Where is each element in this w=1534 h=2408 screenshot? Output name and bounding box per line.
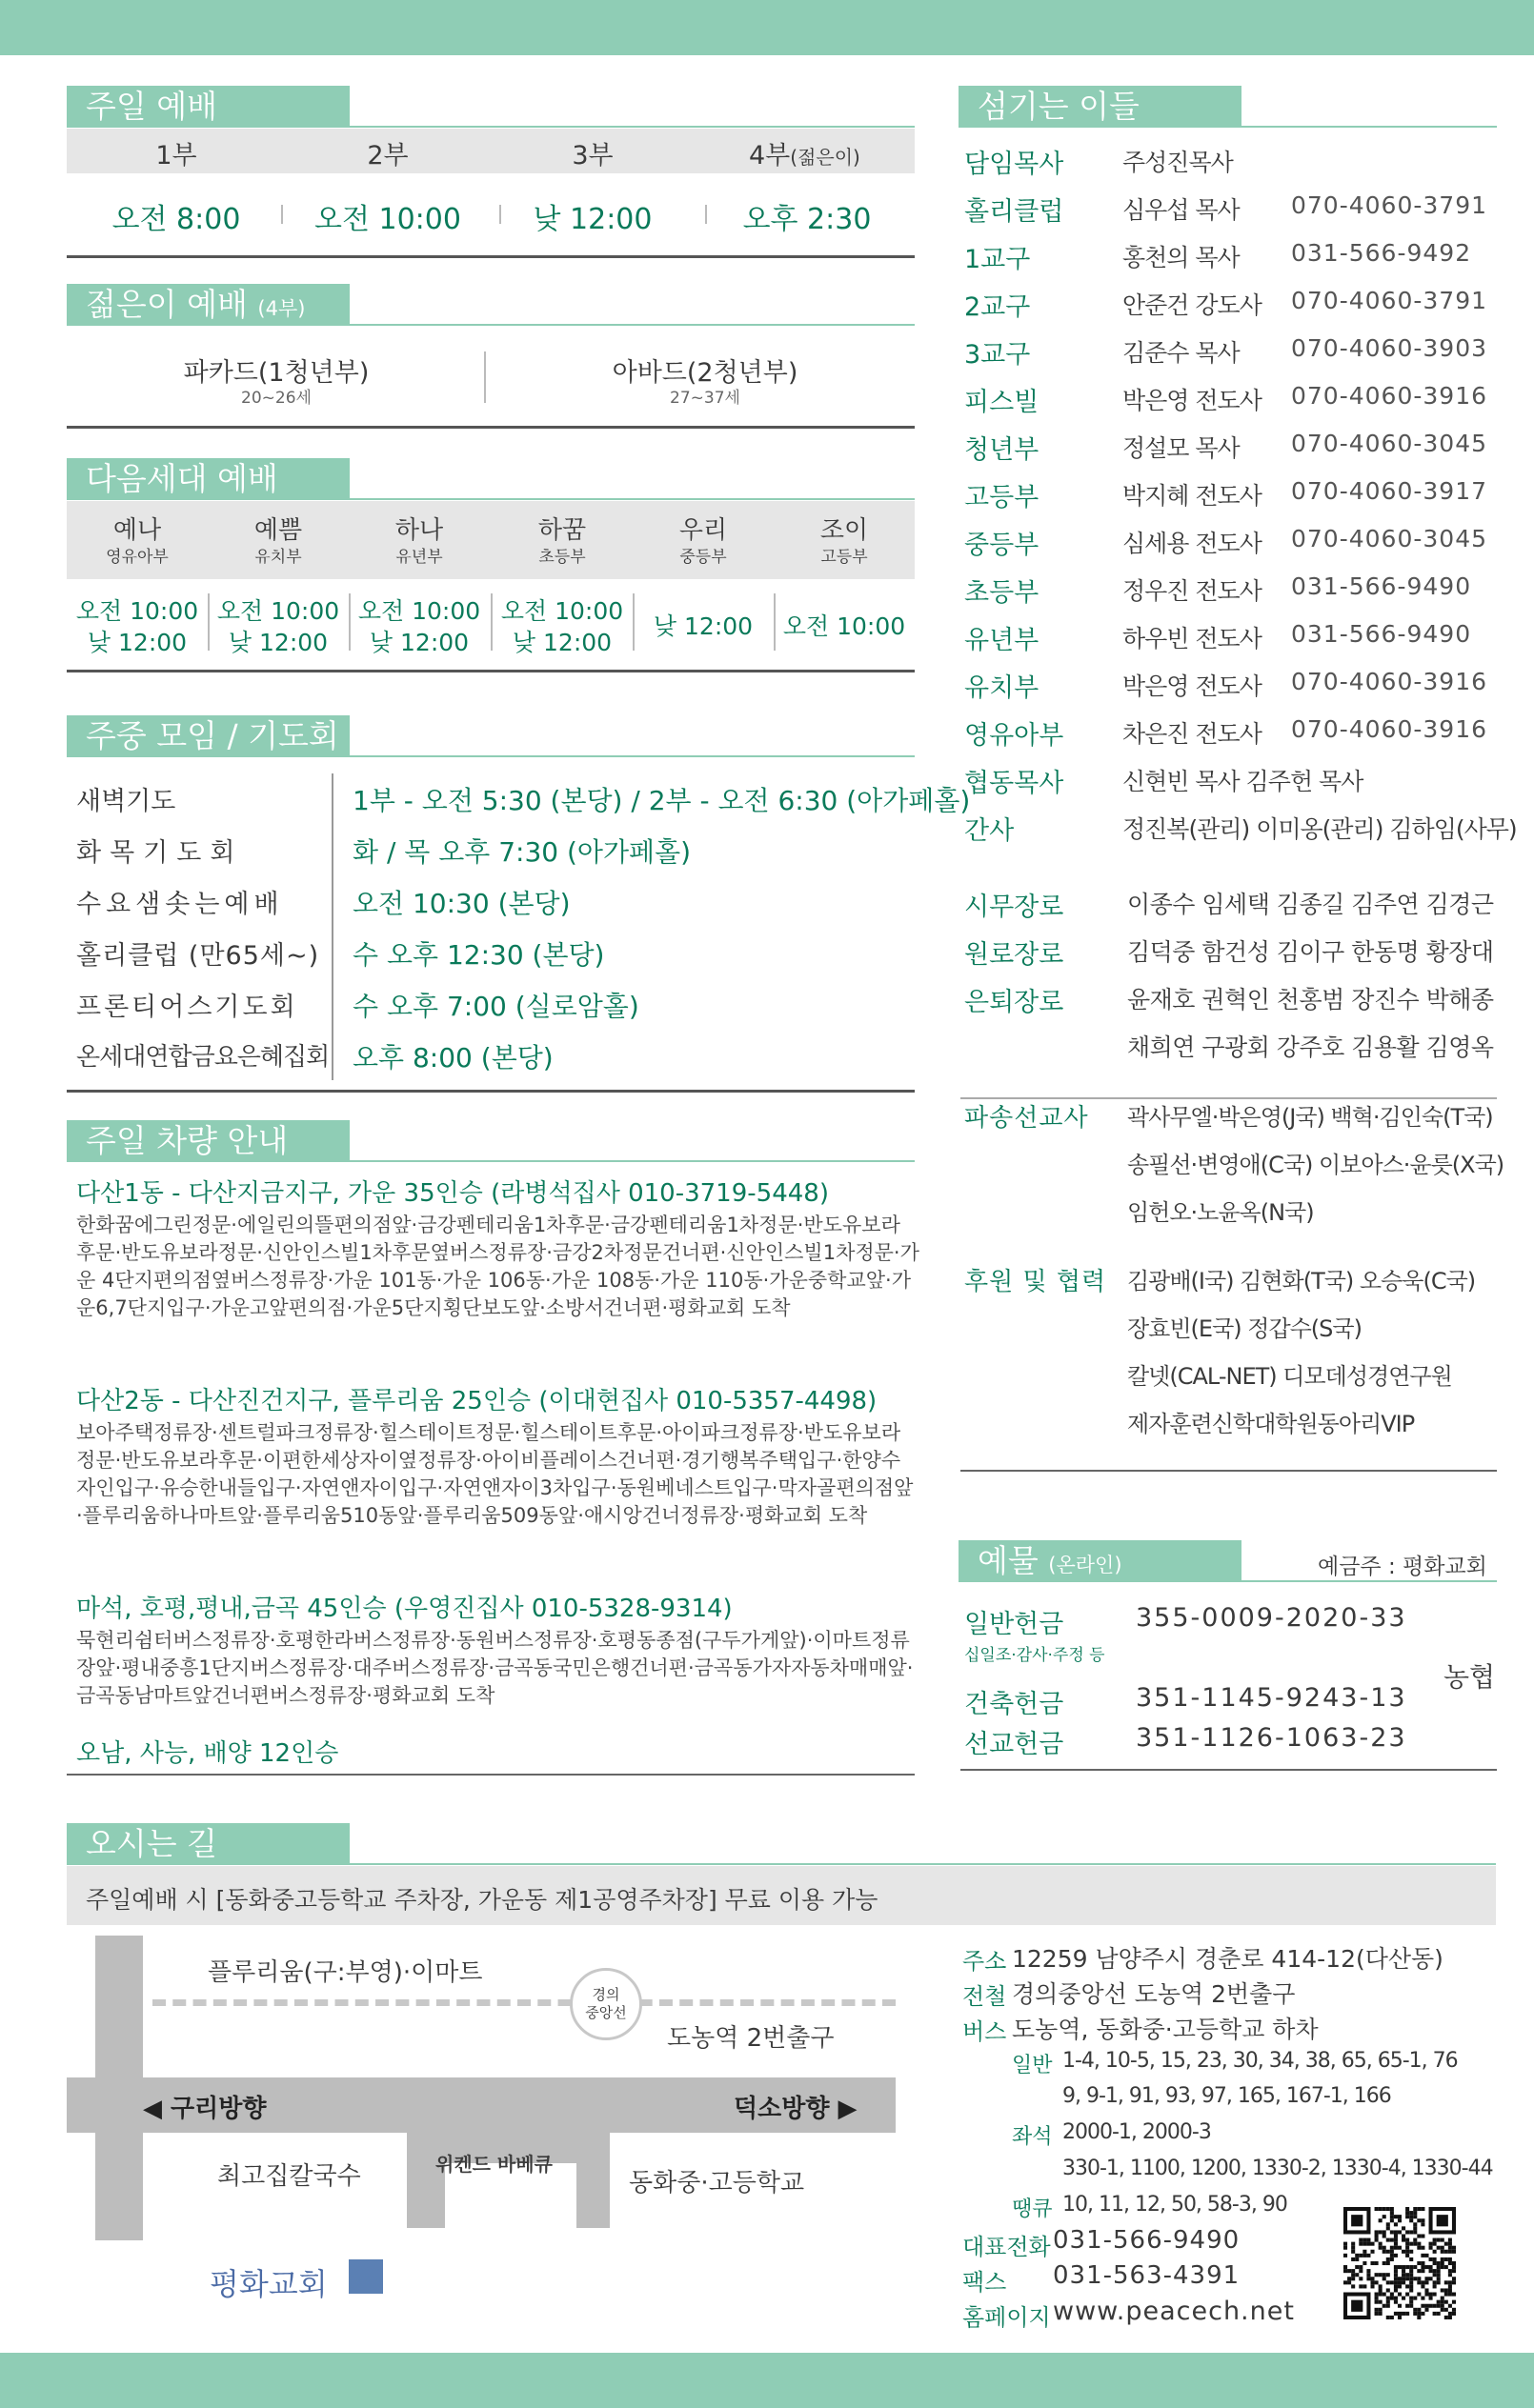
vehicle-header: 주일 차량 안내 — [67, 1120, 350, 1162]
midweek-row-6-time: 오후 8:00 (본당) — [353, 1042, 554, 1074]
offering-bank: 농협 — [1443, 1661, 1496, 1693]
divider — [281, 205, 283, 224]
map-label-bbq: 위켄드 바베큐 — [435, 2153, 553, 2176]
qr-code-icon[interactable] — [1343, 2207, 1456, 2319]
map-label-guri: ◀ 구리방향 — [143, 2095, 267, 2123]
offering-acct-2-number: 351-1145-9243-13 — [1136, 1683, 1407, 1713]
route-2-title: 다산2동 - 다산진건지구, 플루리움 25인승 (이대현집사 010-5357-4498) — [76, 1387, 878, 1415]
servants-header: 섬기는 이들 — [959, 86, 1241, 128]
servants-header-line — [1241, 126, 1497, 128]
staff-role: 협동목사 — [964, 769, 1064, 798]
parking-note: 주일예배 시 [동화중고등학교 주차장, 가운동 제1공영주차장] 무료 이용 가능 — [86, 1886, 878, 1914]
next-g3-time1: 오전 10:00 — [357, 597, 481, 625]
elder-role: 원로장로 — [964, 940, 1064, 970]
next-g2-name: 예쁨 — [253, 516, 303, 545]
next-g4-time1: 오전 10:00 — [500, 597, 624, 625]
sunday-col-4-time: 오후 2:30 — [742, 203, 872, 236]
next-g2-time1: 오전 10:00 — [216, 597, 340, 625]
bus-thanks-line1: 10, 11, 12, 50, 58-3, 90 — [1062, 2193, 1287, 2217]
divider — [491, 593, 493, 651]
staff-phone: 070-4060-3791 — [1291, 191, 1488, 219]
staff-role: 피스빌 — [964, 388, 1039, 417]
sunday-col-3-time: 낮 12:00 — [533, 203, 653, 236]
staff-name: 정우진 전도사 — [1122, 577, 1262, 605]
staff-role: 간사 — [964, 816, 1015, 846]
staff-role: 중등부 — [964, 531, 1039, 560]
tel-label: 대표전화 — [962, 2234, 1051, 2260]
staff-role: 청년부 — [964, 435, 1039, 465]
midweek-row-6-name: 온세대연합금요은혜집회 — [76, 1043, 330, 1072]
map-label-plurium: 플루리움(구:부영)·이마트 — [208, 1958, 483, 1987]
divider — [484, 351, 486, 403]
sunday-col-2-time: 오전 10:00 — [314, 203, 461, 236]
staff-name: 김준수 목사 — [1122, 339, 1240, 367]
mission-names: 칼넷(CAL-NET) 디모데성경연구원 — [1127, 1363, 1452, 1390]
offering-acct-3-number: 351-1126-1063-23 — [1136, 1723, 1407, 1753]
offering-header-text: 예물 — [978, 1542, 1039, 1579]
route-3-stops: 묵현리쉼터버스정류장·호평한라버스정류장·동원버스정류장·호평동종점(구두가게앞)·이마트정류장앞·평내중흥1단지버스정류장·대주버스정류장·금곡동국민은행건너편·금곡동가자자동차매매앞·금곡동남마트앞건너편버스정류장·평화교회 도착 — [76, 1629, 914, 1707]
fax-number: 031-563-4391 — [1053, 2261, 1241, 2290]
young-header-note: (4부) — [257, 297, 306, 320]
map-label-kalguksu: 최고집칼국수 — [217, 2162, 361, 2191]
staff-phone: 031-566-9490 — [1291, 572, 1472, 600]
staff-name: 하우빈 전도사 — [1122, 625, 1262, 652]
staff-phone: 070-4060-3917 — [1291, 477, 1488, 505]
route-2-stops: 보아주택정류장·센트럴파크정류장·힐스테이트정문·힐스테이트후문·아이파크정류장·반도유보라정문·반도유보라후문·이편한세상자이옆정류장·아이비플레이스건너편·경기행복주택입구·한양수자인입구·유승한내들입구·자연앤자이입구·자연앤자이3차입구·동원베네스트입구·막자골편의점앞·플루리움하나마트앞·플루리움510동앞·플루리움509동앞·애시앙건너정류장·평화교회 도착 — [76, 1421, 914, 1527]
next-g5-name: 우리 — [678, 516, 728, 545]
station-badge: 경의 중앙선 — [570, 1968, 642, 2040]
divider — [499, 205, 501, 224]
staff-name: 차은진 전도사 — [1122, 720, 1262, 748]
divider — [67, 1090, 915, 1093]
sunday-col-1-time: 오전 8:00 — [111, 203, 241, 236]
young-header — [67, 284, 350, 326]
staff-name: 박지혜 전도사 — [1122, 482, 1262, 510]
midweek-row-5-time: 수 오후 7:00 (실로암홀) — [353, 991, 639, 1022]
offering-header-note: (온라인) — [1048, 1554, 1122, 1576]
midweek-row-1-time: 1부 - 오전 5:30 (본당) / 2부 - 오전 6:30 (아가페홀) — [353, 785, 971, 816]
elder-names: 윤재호 권혁인 천홍범 장진수 박해종 — [1127, 986, 1494, 1013]
map-label-church: 평화교회 — [210, 2266, 328, 2302]
divider — [67, 1774, 915, 1776]
divider — [960, 1470, 1497, 1472]
midweek-row-5-name: 프론티어스기도회 — [76, 993, 298, 1022]
elder-role: 시무장로 — [964, 893, 1064, 922]
staff-role: 영유아부 — [964, 721, 1064, 751]
staff-name: 심우섭 목사 — [1122, 196, 1240, 224]
address-text: 12259 남양주시 경춘로 414-12(다산동) — [1012, 1945, 1443, 1973]
young-group-2-age: 27~37세 — [670, 389, 740, 408]
bus-regular-line2: 9, 9-1, 91, 93, 97, 165, 167-1, 166 — [1062, 2084, 1391, 2108]
young-header-line — [350, 324, 915, 326]
sunday-col-4-note: (젊은이) — [790, 146, 860, 169]
divider — [705, 205, 707, 224]
tel-number: 031-566-9490 — [1053, 2226, 1241, 2255]
mission-names: 김광배(I국) 김현화(T국) 오승욱(C국) — [1127, 1268, 1476, 1294]
bus-thanks-label: 땡큐 — [1012, 2197, 1053, 2221]
web-label: 홈페이지 — [962, 2304, 1051, 2331]
divider — [67, 426, 915, 429]
offering-acct-1-name: 일반헌금 — [964, 1610, 1064, 1639]
elder-names: 이종수 임세택 김종길 김주연 김경근 — [1127, 891, 1494, 918]
mission-names: 임헌오·노윤옥(N국) — [1127, 1199, 1314, 1226]
staff-name: 정설모 목사 — [1122, 434, 1240, 462]
staff-name: 신현빈 목사 김주헌 목사 — [1122, 768, 1363, 795]
staff-role: 1교구 — [964, 245, 1031, 274]
staff-phone: 070-4060-3903 — [1291, 334, 1488, 362]
young-group-1-name: 파카드(1청년부) — [183, 358, 370, 388]
next-g4-dept: 초등부 — [538, 548, 586, 567]
staff-role: 고등부 — [964, 483, 1039, 512]
directions-header-line — [350, 1863, 1496, 1865]
bus-text: 도농역, 동화중·고등학교 하차 — [1012, 2016, 1319, 2043]
address-label: 주소 — [962, 1948, 1007, 1975]
staff-name: 박은영 전도사 — [1122, 387, 1262, 414]
offering-acct-3-name: 선교헌금 — [964, 1730, 1064, 1759]
staff-name: 홍천의 목사 — [1122, 244, 1240, 271]
staff-role: 유년부 — [964, 626, 1039, 655]
midweek-row-3-time: 오전 10:30 (본당) — [353, 888, 571, 919]
route-1-stops: 한화꿈에그린정문·에일린의뜰편의점앞·금강펜테리움1차후문·금강펜테리움1차정문·반도유보라후문·반도유보라정문·신안인스빌1차후문옆버스정류장·금강2차정문건너편·신안인스빌1차정문·가운 4단지편의점옆버스정류장·가운 101동·가운 106동·가운 108동·가운 110동·가운중학교앞·가운6,7단지입구·가운고앞편의점·가운5단지횡단보도앞·소방서건너편·평화교회 도착 — [76, 1214, 919, 1319]
next-g1-time1: 오전 10:00 — [75, 597, 199, 625]
midweek-row-1-name: 새벽기도 — [76, 787, 176, 816]
bus-seat-line1: 2000-1, 2000-3 — [1062, 2120, 1211, 2144]
staff-name: 주성진목사 — [1122, 149, 1233, 176]
next-g6-time1: 오전 10:00 — [782, 612, 906, 640]
young-group-2-name: 아바드(2청년부) — [612, 358, 798, 388]
staff-phone: 070-4060-3791 — [1291, 287, 1488, 314]
vehicle-header-line — [350, 1160, 915, 1162]
offering-header — [959, 1540, 1241, 1582]
subway-text: 경의중앙선 도농역 2번출구 — [1012, 1980, 1296, 2008]
route-4-title: 오남, 사능, 배양 12인승 — [76, 1739, 339, 1768]
sunday-col-4-label — [749, 134, 860, 171]
bus-regular-line1: 1-4, 10-5, 15, 23, 30, 34, 38, 65, 65-1, 76 — [1062, 2049, 1458, 2073]
midweek-row-4-name: 홀리클럽 (만65세~) — [76, 941, 320, 971]
bus-seat-label: 좌석 — [1012, 2125, 1053, 2149]
next-g6-name: 조이 — [819, 516, 869, 545]
elder-names: 김덕중 함건성 김이구 한동명 황장대 — [1127, 938, 1494, 966]
directions-header: 오시는 길 — [67, 1823, 350, 1865]
staff-phone: 031-566-9492 — [1291, 239, 1472, 267]
bus-label: 버스 — [962, 2018, 1007, 2045]
next-g2-time2: 낮 12:00 — [228, 629, 329, 656]
sunday-col-3-label: 3부 — [572, 141, 614, 171]
midweek-header: 주중 모임 / 기도회 — [67, 715, 350, 757]
staff-phone: 070-4060-3045 — [1291, 525, 1488, 552]
elder-names: 채희연 구광회 강주호 김용활 김영옥 — [1127, 1033, 1494, 1061]
staff-role: 담임목사 — [964, 150, 1064, 179]
mission-names: 송필선·변영애(C국) 이보아스·윤릇(X국) — [1127, 1152, 1504, 1178]
route-1-title: 다산1동 - 다산지금지구, 가운 35인승 (라병석집사 010-3719-5448) — [76, 1179, 829, 1208]
staff-phone: 070-4060-3916 — [1291, 382, 1488, 410]
divider — [960, 1769, 1497, 1771]
young-header-text: 젊은이 예배 — [86, 286, 248, 323]
next-g5-dept: 중등부 — [679, 548, 727, 567]
staff-phone: 070-4060-3916 — [1291, 715, 1488, 743]
staff-role: 홀리클럽 — [964, 197, 1064, 227]
elder-role: 은퇴장로 — [964, 988, 1064, 1017]
midweek-row-2-time: 화 / 목 오후 7:30 (아가페홀) — [353, 836, 692, 868]
mission-role: 후원 및 협력 — [964, 1268, 1107, 1296]
next-g4-name: 하꿈 — [537, 516, 587, 545]
mission-names: 장효빈(E국) 정갑수(S국) — [1127, 1315, 1362, 1342]
next-g2-dept: 유치부 — [254, 548, 302, 567]
midweek-row-2-name: 화목기도회 — [76, 838, 244, 868]
map-label-school: 동화중·고등학교 — [629, 2169, 805, 2197]
offering-holder: 예금주 : 평화교회 — [1318, 1555, 1487, 1579]
next-g3-dept: 유년부 — [395, 548, 443, 567]
midweek-row-3-name: 수요샘솟는예배 — [76, 890, 284, 919]
next-g5-time1: 낮 12:00 — [653, 612, 754, 640]
staff-role: 유치부 — [964, 673, 1039, 703]
next-g4-time2: 낮 12:00 — [512, 629, 613, 656]
divider — [67, 670, 915, 672]
staff-phone: 031-566-9490 — [1291, 620, 1472, 648]
staff-name: 박은영 전도사 — [1122, 672, 1262, 700]
divider — [332, 773, 333, 1080]
next-g3-time2: 낮 12:00 — [369, 629, 470, 656]
railway-line — [152, 1999, 896, 2006]
staff-name: 안준건 강도사 — [1122, 291, 1262, 319]
next-g1-time2: 낮 12:00 — [87, 629, 188, 656]
divider — [67, 255, 915, 258]
staff-role: 3교구 — [964, 340, 1031, 370]
midweek-row-4-time: 수 오후 12:30 (본당) — [353, 939, 605, 971]
staff-phone: 070-4060-3916 — [1291, 668, 1488, 695]
divider — [633, 593, 635, 651]
offering-acct-1-number: 355-0009-2020-33 — [1136, 1603, 1407, 1633]
route-3-title: 마석, 호평,평내,금곡 45인승 (우영진집사 010-5328-9314) — [76, 1595, 733, 1623]
next-g3-name: 하나 — [394, 516, 444, 545]
offering-acct-1-sub: 십일조·감사·주정 등 — [964, 1646, 1105, 1665]
midweek-header-line — [350, 755, 915, 757]
divider — [774, 593, 776, 651]
staff-role: 2교구 — [964, 292, 1031, 322]
staff-role: 초등부 — [964, 578, 1039, 608]
mission-names: 제자훈련신학대학원동아리VIP — [1127, 1411, 1415, 1437]
next-g6-dept: 고등부 — [820, 548, 868, 567]
staff-name: 정진복(관리) 이미옹(관리) 김하임(사무) — [1122, 815, 1517, 843]
church-marker — [349, 2259, 383, 2294]
divider — [349, 593, 351, 651]
staff-name: 심세용 전도사 — [1122, 530, 1262, 557]
divider — [208, 593, 210, 651]
next-header: 다음세대 예배 — [67, 458, 350, 500]
fax-label: 팩스 — [962, 2269, 1007, 2296]
next-header-line — [350, 498, 915, 500]
sunday-col-4-text: 4부 — [749, 141, 791, 171]
road — [576, 2133, 610, 2228]
young-group-1-age: 20~26세 — [241, 389, 312, 408]
staff-phone: 070-4060-3045 — [1291, 430, 1488, 457]
sunday-col-2-label: 2부 — [367, 141, 409, 171]
mission-names: 곽사무엘·박은영(J국) 백혁·김인숙(T국) — [1127, 1104, 1493, 1131]
mission-role: 파송선교사 — [964, 1104, 1089, 1133]
offering-acct-2-name: 건축헌금 — [964, 1690, 1064, 1719]
map-label-station-exit: 도농역 2번출구 — [667, 2024, 835, 2053]
bottom-accent-band — [0, 2353, 1534, 2408]
map-label-deokso: 덕소방향 ▶ — [734, 2095, 858, 2123]
next-g1-name: 예나 — [112, 516, 162, 545]
sunday-header: 주일 예배 — [67, 86, 350, 128]
offering-header-line — [1241, 1580, 1497, 1582]
sunday-col-1-label: 1부 — [155, 141, 197, 171]
bus-seat-line2: 330-1, 1100, 1200, 1330-2, 1330-4, 1330-44 — [1062, 2157, 1493, 2180]
top-accent-band — [0, 0, 1534, 55]
sunday-header-line — [350, 126, 915, 128]
subway-label: 전철 — [962, 1983, 1007, 2010]
bus-regular-label: 일반 — [1012, 2054, 1053, 2077]
next-g1-dept: 영유아부 — [106, 548, 169, 567]
website-link[interactable]: www.peacech.net — [1053, 2297, 1295, 2326]
